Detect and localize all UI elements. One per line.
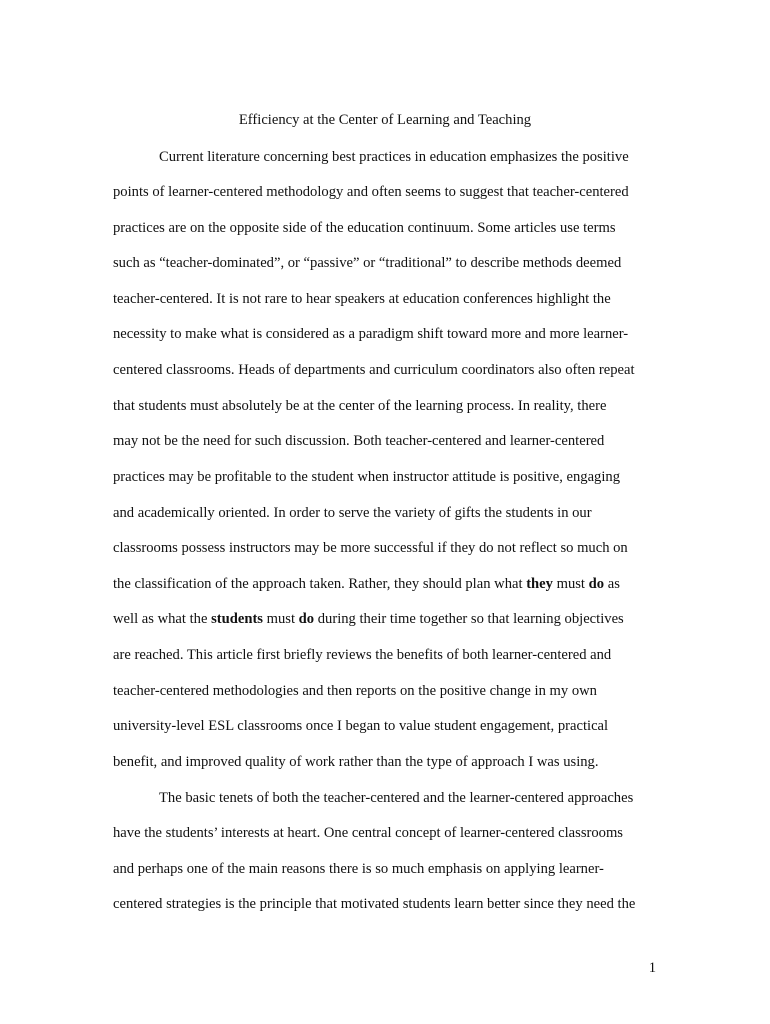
paragraph-1-line-10: practices may be profitable to the student when instructor attitude is positive, engaging [113, 469, 620, 485]
paragraph-1-line-17: university-level ESL classrooms once I began to value student engagement, practical [113, 718, 609, 734]
document-title: Efficiency at the Center of Learning and Teaching [238, 112, 532, 128]
paragraph-1-line-16: teacher-centered methodologies and then reports on the positive change in my own [113, 683, 597, 699]
paragraph-1-line-18: benefit, and improved quality of work rather than the type of approach I was using. [113, 754, 599, 770]
paragraph-1-line-3: practices are on the opposite side of the education continuum. Some articles use terms [113, 220, 616, 236]
paragraph-1-line-12: classrooms possess instructors may be more successful if they do not reflect so much on [113, 540, 628, 556]
paragraph-1-line-1: Current literature concerning best practices in education emphasizes the positive [159, 149, 629, 165]
paragraph-1-line-5: teacher-centered. It is not rare to hear speakers at education conferences highlight the [113, 291, 611, 307]
paragraph-2-line-4: centered strategies is the principle that motivated students learn better since they need the [113, 896, 636, 912]
paragraph-1-line-7: centered classrooms. Heads of departments and curriculum coordinators also often repeat [113, 362, 635, 378]
paragraph-1-line-8: that students must absolutely be at the center of the learning process. In reality, there [113, 398, 607, 414]
paragraph-1-line-11: and academically oriented. In order to serve the variety of gifts the students in our [113, 505, 592, 521]
paragraph-1-line-6: necessity to make what is considered as a paradigm shift toward more and more learner- [113, 326, 629, 342]
paragraph-1-line-9: may not be the need for such discussion. Both teacher-centered and learner-centered [113, 433, 605, 449]
paragraph-1-line-15: are reached. This article first briefly reviews the benefits of both learner-centered and [113, 647, 612, 663]
page-number: 1 [648, 960, 656, 976]
emphasis-do: do [298, 611, 315, 627]
paragraph-1-line-2: points of learner-centered methodology and often seems to suggest that teacher-centered [113, 184, 629, 200]
paragraph-1-line-4: such as “teacher-dominated”, or “passive” or “traditional” to describe methods deemed [113, 255, 622, 271]
paragraph-2-line-1: The basic tenets of both the teacher-centered and the learner-centered approaches [159, 790, 634, 806]
emphasis-they: they [526, 576, 553, 592]
paragraph-2-line-2: have the students’ interests at heart. One central concept of learner-centered classrooms [113, 825, 623, 841]
paragraph-1-line-13: the classification of the approach taken. Rather, they should plan what they must do as [113, 576, 620, 592]
emphasis-do: do [588, 576, 605, 592]
paragraph-2-line-3: and perhaps one of the main reasons there is so much emphasis on applying learner- [113, 861, 604, 877]
emphasis-students: students [211, 611, 263, 627]
paragraph-1-line-14: well as what the students must do during their time together so that learning objectives [113, 611, 624, 627]
